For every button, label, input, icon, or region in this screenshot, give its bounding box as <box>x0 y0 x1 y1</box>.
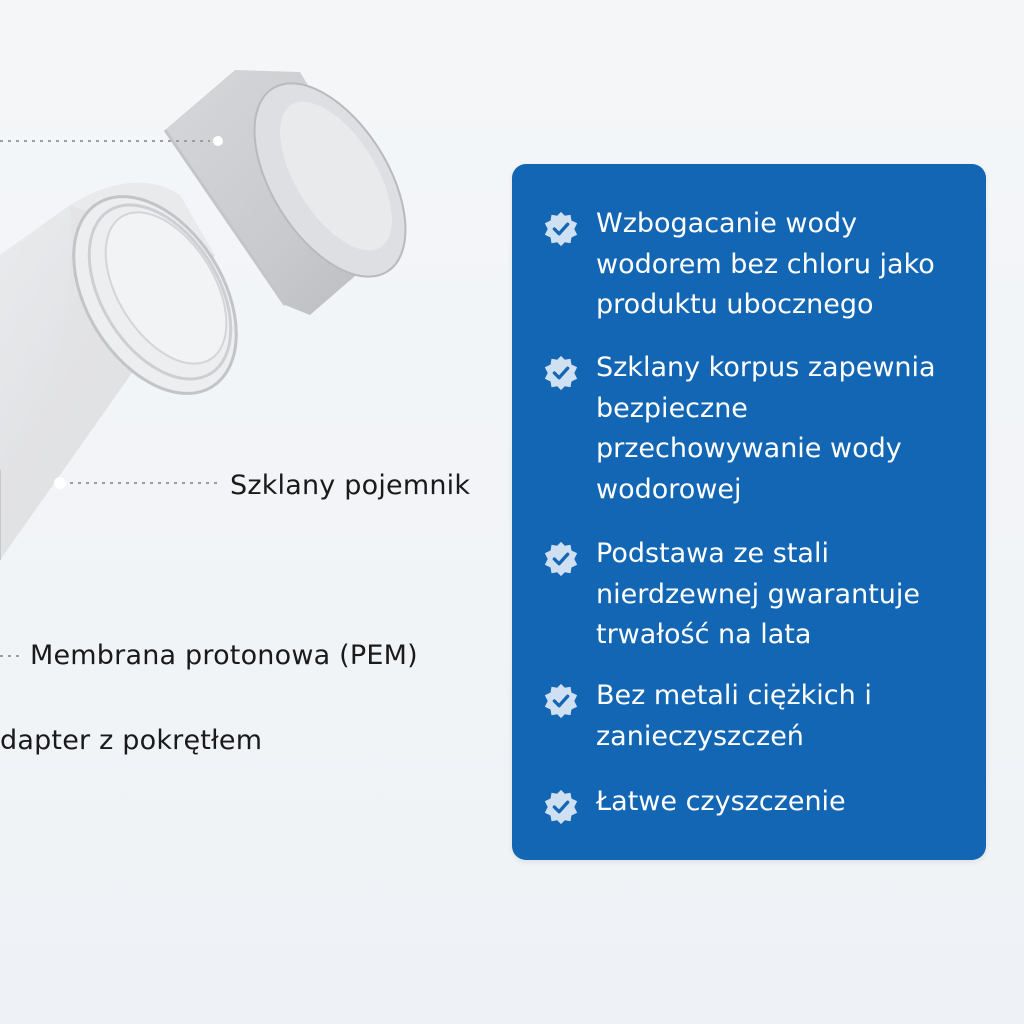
label-membrane: Membrana protonowa (PEM) <box>30 640 418 671</box>
label-adapter: dapter z pokrętłem <box>0 725 263 756</box>
feature-text: Łatwe czyszczenie <box>596 786 846 817</box>
verified-badge-icon <box>542 788 580 826</box>
feature-text: Bez metali ciężkich i zanieczyszczeń <box>596 680 872 752</box>
pointer-dot-cap <box>213 136 223 146</box>
verified-badge-icon <box>542 540 580 578</box>
feature-text: Podstawa ze stali nierdzewnej gwarantuje trwałość na lata <box>596 538 920 650</box>
verified-badge-icon <box>542 354 580 392</box>
pointer-dot-glass <box>54 477 66 489</box>
feature-text: Szklany korpus zapewnia bezpieczne przechowywanie wody wodorowej <box>596 352 936 505</box>
feature-panel <box>512 164 986 860</box>
feature-text: Wzbogacanie wody wodorem bez chloru jako produktu ubocznego <box>596 208 935 320</box>
verified-badge-icon <box>542 682 580 720</box>
label-glass-container: Szklany pojemnik <box>230 470 471 501</box>
verified-badge-icon <box>542 210 580 248</box>
